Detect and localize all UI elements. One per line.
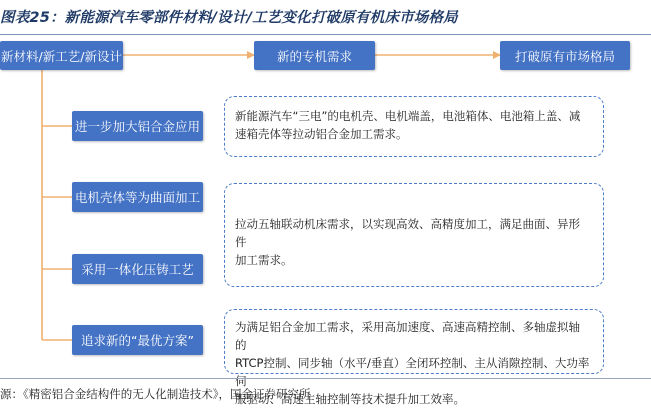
note-line: 拉动五轴联动机床需求，以实现高效、高精度加工，满足曲面、异形件 (235, 217, 580, 249)
branch-label: 电机壳体等为曲面加工 (74, 190, 200, 205)
bottom-divider (0, 378, 651, 379)
note-line: 为满足铝合金加工需求，采用高加速度、高速高精控制、多轴虚拟轴的 (235, 320, 580, 352)
branch-label: 追求新的“最优方案” (81, 333, 194, 348)
note-line: 速箱壳体等拉动铝合金加工需求。 (235, 127, 408, 141)
top-box-break-market (500, 41, 630, 70)
branch-box-aluminum (72, 111, 203, 141)
top-box-new-machine-demand (254, 41, 375, 70)
figure-title: 图表25：新能源汽车零部件材料/设计/工艺变化打破原有机床市场格局 (0, 10, 458, 26)
top-box-new-materials (0, 41, 123, 70)
note-box-aluminum (224, 96, 604, 157)
branch-label: 进一步加大铝合金应用 (74, 119, 200, 134)
top-box-label: 新的专机需求 (276, 48, 352, 64)
branch-box-curved-surface (72, 182, 203, 212)
branch-box-die-casting (72, 254, 203, 284)
note-box-five-axis (224, 183, 604, 287)
note-box-control-tech (224, 309, 604, 406)
note-line: RTCP控制、同步轴（水平/垂直）全闭环控制、主从消隙控制、大功率伺 (235, 356, 590, 388)
top-box-label: 打破原有市场格局 (514, 48, 615, 64)
note-line: 服驱动、高速主轴控制等技术提升加工效率。 (235, 392, 465, 406)
note-line: 新能源汽车“三电”的电机壳、电机端盖，电池箱体、电池箱上盖、减 (235, 109, 581, 123)
note-line: 加工需求。 (235, 253, 293, 267)
branch-box-optimal-solution (72, 325, 203, 355)
top-box-label: 新材料/新工艺/新设计 (1, 48, 122, 64)
source-note: 源：《精密铝合金结构件的无人化制造技术》，国金证券研究所 (0, 387, 311, 401)
branch-label: 采用一体化压铸工艺 (81, 262, 194, 277)
